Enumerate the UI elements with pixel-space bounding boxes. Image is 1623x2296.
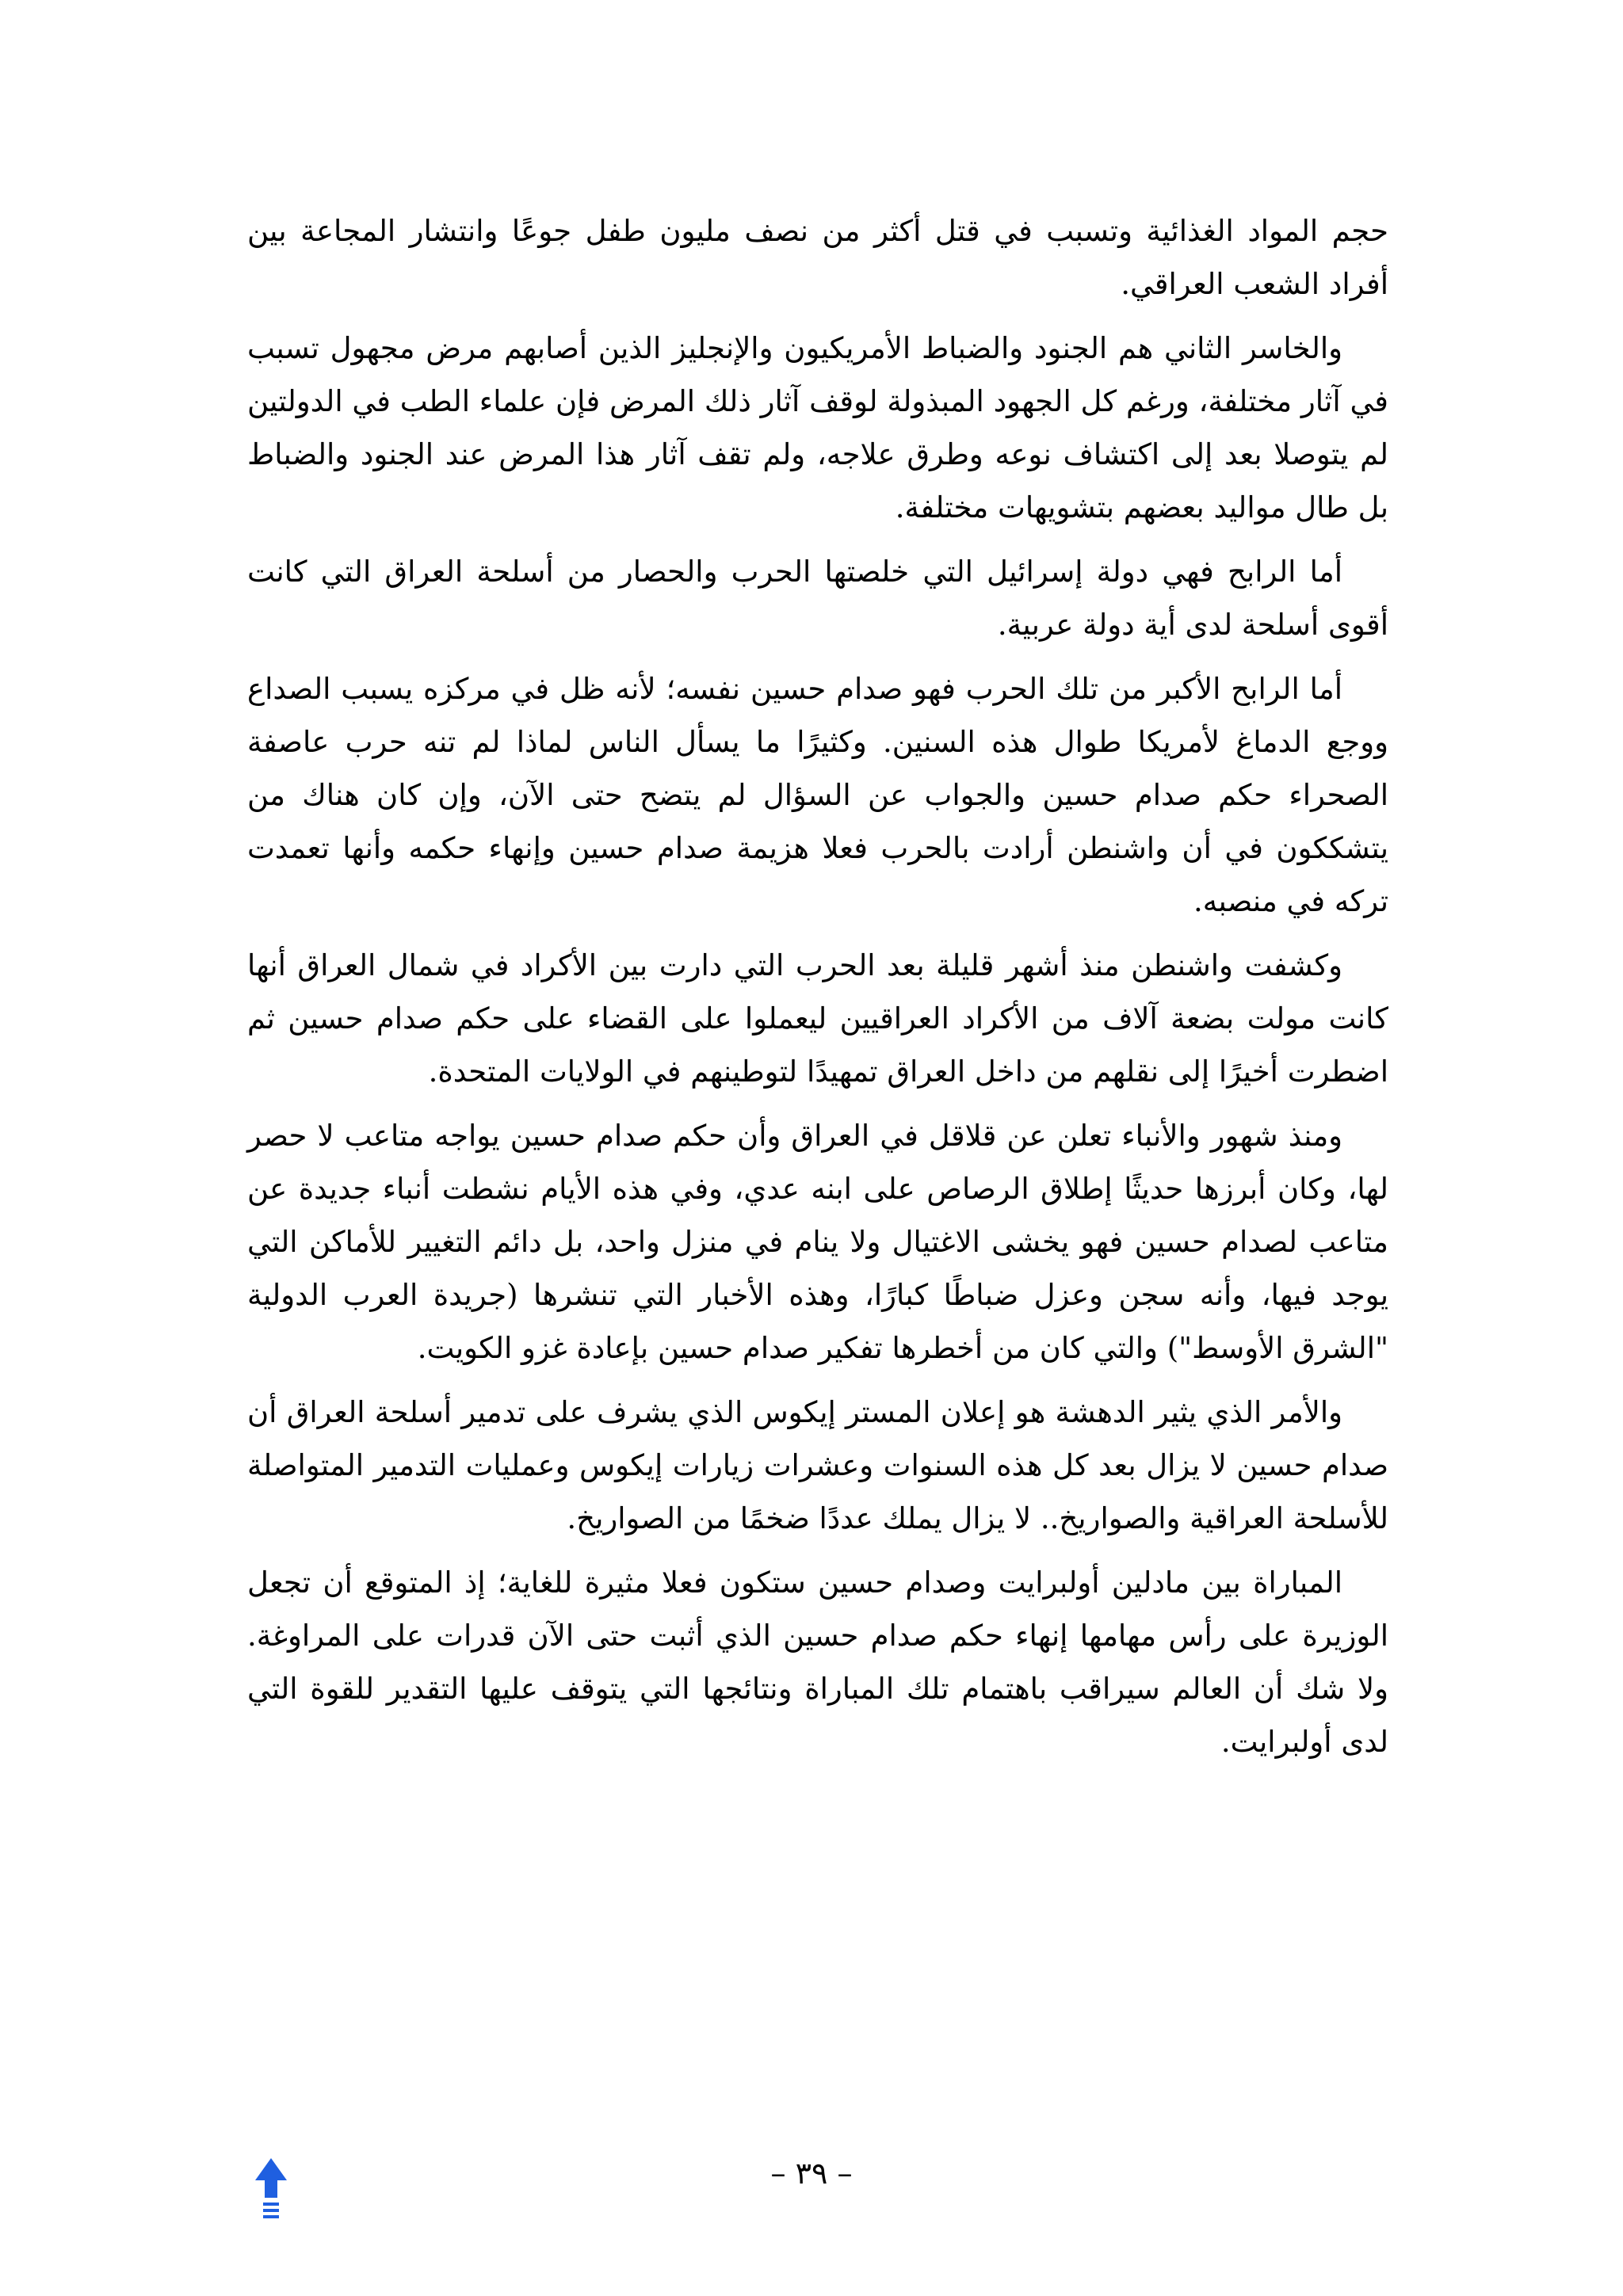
body-text [247,204,1388,1779]
paragraph: والأمر الذي يثير الدهشة هو إعلان المستر إيكوس الذي يشرف على تدمير أسلحة العراق أن صدام حسين لا يزال بعد كل هذه السنوات وعشرات زيارات إيكوس وعمليات التدمير المتواصلة للأسلحة العراقية والصواريخ.. لا يزال يملك عددًا ضخمًا من الصواريخ. [247,1395,1388,1535]
paragraph: وكشفت واشنطن منذ أشهر قليلة بعد الحرب التي دارت بين الأكراد في شمال العراق أنها كانت مولت بضعة آلاف من الأكراد العراقيين ليعملوا على القضاء على حكم صدام حسين ثم اضطرت أخيرًا إلى نقلهم من داخل العراق تمهيدًا لتوطينهم في الولايات المتحدة. [247,948,1388,1089]
up-arrow-icon [254,2157,288,2228]
back-to-top-button[interactable] [254,2157,288,2228]
paragraph: والخاسر الثاني هم الجنود والضباط الأمريكيون والإنجليز الذين أصابهم مرض مجهول تسبب في آثار مختلفة، ورغم كل الجهود المبذولة لوقف آثار ذلك المرض فإن علماء الطب في الدولتين لم يتوصلا بعد إلى اكتشاف نوعه وطرق علاجه، ولم تقف آثار هذا المرض عند الجنود والضباط بل طال مواليد بعضهم بتشويهات مختلفة. [247,331,1388,524]
paragraph: ومنذ شهور والأنباء تعلن عن قلاقل في العراق وأن حكم صدام حسين يواجه متاعب لا حصر لها، وكان أبرزها حديثًا إطلاق الرصاص على ابنه عدي، وفي هذه الأيام نشطت أنباء جديدة عن متاعب لصدام حسين فهو يخشى الاغتيال ولا ينام في منزل واحد، بل دائم التغيير للأماكن التي يوجد فيها، وأنه سجن وعزل ضباطًا كبارًا، وهذه الأخبار التي تنشرها (جريدة العرب الدولية "الشرق الأوسط") والتي كان من أخطرها تفكير صدام حسين بإعادة غزو الكويت. [247,1119,1388,1365]
paragraph: أما الرابح الأكبر من تلك الحرب فهو صدام حسين نفسه؛ لأنه ظل في مركزه يسبب الصداع ووجع الدماغ لأمريكا طوال هذه السنين. وكثيرًا ما يسأل الناس لماذا لم تنه حرب عاصفة الصحراء حكم صدام حسين والجواب عن السؤال لم يتضح حتى الآن، وإن كان هناك من يتشككون في أن واشنطن أرادت بالحرب فعلا هزيمة صدام حسين وإنهاء حكمه وأنها تعمدت تركه في منصبه. [247,672,1388,918]
paragraph: حجم المواد الغذائية وتسبب في قتل أكثر من نصف مليون طفل جوعًا وانتشار المجاعة بين أفراد الشعب العراقي. [247,214,1388,301]
paragraph: المباراة بين مادلين أولبرايت وصدام حسين ستكون فعلا مثيرة للغاية؛ إذ المتوقع أن تجعل الوزيرة على رأس مهامها إنهاء حكم صدام حسين الذي أثبت حتى الآن قدرات على المراوغة. ولا شك أن العالم سيراقب باهتمام تلك المباراة ونتائجها التي يتوقف عليها التقدير للقوة التي لدى أولبرايت. [247,1566,1388,1759]
page-number: – ٣٩ – [770,2156,853,2191]
paragraph: أما الرابح فهي دولة إسرائيل التي خلصتها الحرب والحصار من أسلحة العراق التي كانت أقوى أسلحة لدى أية دولة عربية. [247,555,1388,642]
